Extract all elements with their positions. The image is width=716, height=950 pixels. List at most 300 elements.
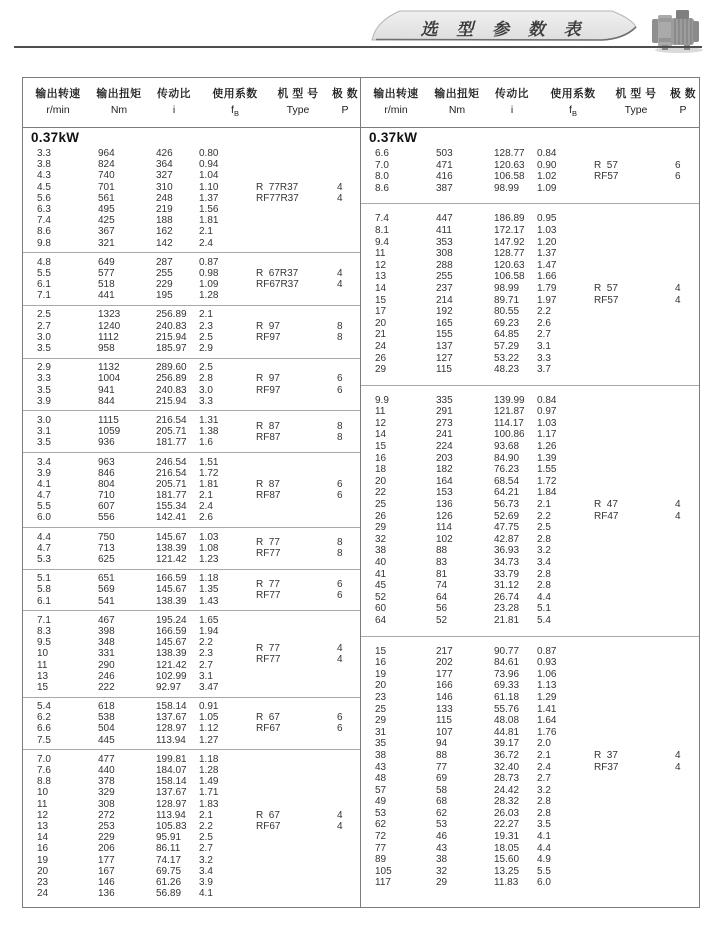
cell-ratio: 98.99 <box>494 182 520 194</box>
table-row <box>23 226 360 237</box>
cell-ratio: 181.77 <box>156 437 187 449</box>
cell-service-factor: 2.2 <box>537 306 551 318</box>
cell-service-factor: 2.4 <box>537 761 551 773</box>
cell-output-torque: 561 <box>98 192 115 204</box>
cell-service-factor: 5.5 <box>537 865 551 877</box>
cell-ratio: 256.89 <box>156 309 187 321</box>
cell-output-torque: 936 <box>98 437 115 449</box>
model-type-labels <box>256 579 356 601</box>
cell-ratio: 215.94 <box>156 331 187 343</box>
cell-pole-count: 6 <box>675 171 681 183</box>
table-row <box>23 754 360 765</box>
cell-output-torque: 1059 <box>98 426 121 438</box>
cell-output-speed: 14 <box>375 429 387 441</box>
ratio-group <box>361 148 699 194</box>
cell-service-factor: 2.1 <box>537 749 551 761</box>
ratio-group <box>23 457 360 524</box>
cell-ratio: 52.69 <box>494 510 520 522</box>
model-type-labels <box>256 479 356 501</box>
cell-pole-count: 8 <box>337 431 343 443</box>
group-separator <box>23 749 360 750</box>
model-type-line <box>256 548 356 559</box>
cell-output-speed: 8.0 <box>375 171 389 183</box>
cell-output-torque: 1240 <box>98 320 121 332</box>
cell-output-speed: 11 <box>375 406 386 418</box>
cell-ratio: 92.97 <box>156 681 182 693</box>
cell-output-torque: 538 <box>98 712 115 724</box>
cell-service-factor: 1.05 <box>199 712 219 724</box>
table-row <box>361 545 699 557</box>
cell-model-type: RF77 <box>256 589 281 601</box>
cell-ratio: 255 <box>156 267 173 279</box>
cell-pole-count: 6 <box>337 578 343 590</box>
cell-service-factor: 4.4 <box>537 591 551 603</box>
cell-model-type: RF87 <box>256 490 281 502</box>
cell-output-torque: 166 <box>436 680 453 692</box>
table-row <box>361 406 699 418</box>
cell-service-factor: 1.43 <box>199 595 219 607</box>
group-separator <box>23 610 360 611</box>
cell-service-factor: 0.90 <box>537 159 557 171</box>
cell-pole-count: 4 <box>337 267 343 279</box>
group-separator <box>23 569 360 570</box>
cell-service-factor: 2.7 <box>199 843 213 855</box>
table-row <box>361 464 699 476</box>
table-row <box>23 159 360 170</box>
cell-output-speed: 6.6 <box>375 148 389 159</box>
table-row <box>361 522 699 534</box>
cell-ratio: 106.58 <box>494 171 525 183</box>
cell-ratio: 121.42 <box>156 554 187 565</box>
cell-output-torque: 288 <box>436 259 453 271</box>
table-row <box>361 615 699 627</box>
cell-output-speed: 117 <box>375 877 391 889</box>
cell-model-type: R 67R37 <box>256 267 299 279</box>
table-row <box>361 785 699 797</box>
cell-model-type: RF77R37 <box>256 192 299 204</box>
ratio-group <box>23 148 360 249</box>
cell-ratio: 113.94 <box>156 809 186 821</box>
table-body-left <box>23 128 360 899</box>
cell-pole-count: 4 <box>337 642 343 654</box>
model-type-labels <box>256 373 356 395</box>
cell-service-factor: 1.72 <box>537 475 557 487</box>
cell-ratio: 137.67 <box>156 787 187 799</box>
cell-output-speed: 8.1 <box>375 224 389 236</box>
cell-output-torque: 222 <box>98 681 115 693</box>
cell-output-speed: 12 <box>375 259 387 271</box>
cell-ratio: 19.31 <box>494 831 520 843</box>
col-unit-poles: P <box>341 104 349 117</box>
cell-ratio: 240.83 <box>156 384 187 396</box>
cell-output-speed: 20 <box>375 317 387 329</box>
cell-service-factor: 2.0 <box>537 738 551 750</box>
cell-output-speed: 4.7 <box>37 542 51 554</box>
cell-output-torque: 321 <box>98 237 115 249</box>
table-row <box>361 395 699 407</box>
model-type-line <box>594 160 694 172</box>
cell-output-speed: 3.1 <box>37 426 51 438</box>
table-row <box>361 329 699 341</box>
table-header-right <box>361 78 699 128</box>
cell-output-speed: 8.8 <box>37 776 51 788</box>
cell-output-speed: 22 <box>375 487 387 499</box>
cell-service-factor: 2.4 <box>199 501 213 513</box>
cell-ratio: 84.90 <box>494 452 520 464</box>
cell-output-torque: 1004 <box>98 373 121 385</box>
cell-ratio: 105.83 <box>156 820 187 832</box>
cell-output-torque: 224 <box>436 441 453 453</box>
table-row <box>361 866 699 878</box>
cell-output-torque: 291 <box>436 406 453 418</box>
cell-output-torque: 846 <box>98 467 115 479</box>
cell-output-speed: 11 <box>37 659 48 671</box>
cell-pole-count: 6 <box>337 373 343 385</box>
table-row <box>23 257 360 268</box>
table-row <box>23 671 360 682</box>
cell-service-factor: 0.95 <box>537 213 557 225</box>
cell-service-factor: 2.8 <box>537 807 551 819</box>
cell-ratio: 24.42 <box>494 784 520 796</box>
cell-output-speed: 20 <box>37 865 49 877</box>
table-row <box>361 819 699 831</box>
cell-output-speed: 19 <box>375 668 387 680</box>
cell-ratio: 166.59 <box>156 573 187 585</box>
cell-output-speed: 15 <box>375 441 387 453</box>
cell-output-speed: 5.1 <box>37 573 51 585</box>
cell-model-type: R 67 <box>256 712 280 724</box>
cell-pole-count: 4 <box>675 510 681 522</box>
model-type-line <box>256 182 356 193</box>
table-row <box>361 704 699 716</box>
cell-model-type: RF67 <box>256 723 281 735</box>
header-divider-rule <box>14 46 702 48</box>
model-type-line <box>256 332 356 343</box>
cell-output-torque: 64 <box>436 591 448 603</box>
model-type-line <box>594 762 694 774</box>
cell-service-factor: 2.1 <box>537 499 551 511</box>
cell-pole-count: 4 <box>675 294 681 306</box>
cell-output-speed: 3.0 <box>37 331 51 343</box>
cell-service-factor: 0.84 <box>537 394 557 406</box>
cell-output-speed: 60 <box>375 603 387 615</box>
cell-output-torque: 38 <box>436 854 448 866</box>
cell-output-speed: 4.5 <box>37 181 51 193</box>
cell-ratio: 76.23 <box>494 464 520 476</box>
cell-output-speed: 2.7 <box>37 320 51 332</box>
cell-output-speed: 4.7 <box>37 490 51 502</box>
table-row <box>361 738 699 750</box>
cell-output-torque: 447 <box>436 213 453 225</box>
cell-ratio: 181.77 <box>156 490 187 502</box>
model-type-line <box>256 643 356 654</box>
cell-pole-count: 8 <box>337 420 343 432</box>
cell-output-torque: 115 <box>436 364 452 376</box>
col-unit-poles: P <box>679 104 687 117</box>
cell-service-factor: 0.80 <box>199 148 219 159</box>
cell-model-type: R 77 <box>256 537 280 549</box>
cell-ratio: 120.63 <box>494 159 525 171</box>
table-row <box>23 204 360 215</box>
cell-output-torque: 378 <box>98 776 115 788</box>
cell-output-speed: 38 <box>375 749 387 761</box>
cell-service-factor: 3.4 <box>537 557 551 568</box>
cell-ratio: 145.67 <box>156 637 187 649</box>
cell-service-factor: 2.8 <box>537 533 551 545</box>
table-row <box>23 776 360 787</box>
table-row <box>23 148 360 159</box>
cell-output-speed: 32 <box>375 533 387 545</box>
cell-output-speed: 24 <box>375 340 387 352</box>
table-row <box>361 453 699 465</box>
cell-ratio: 44.81 <box>494 726 520 738</box>
cell-output-torque: 649 <box>98 256 115 268</box>
cell-output-speed: 4.1 <box>37 478 51 490</box>
table-row <box>23 215 360 226</box>
cell-ratio: 93.68 <box>494 441 520 453</box>
cell-output-speed: 18 <box>375 464 387 476</box>
cell-output-torque: 29 <box>436 877 448 889</box>
cell-output-torque: 146 <box>436 691 453 703</box>
cell-output-torque: 94 <box>436 738 448 750</box>
table-row <box>361 213 699 225</box>
cell-ratio: 147.92 <box>494 236 525 248</box>
col-unit-ratio: i <box>172 104 176 117</box>
table-row <box>23 512 360 523</box>
cell-ratio: 205.71 <box>156 478 187 490</box>
model-type-line <box>256 810 356 821</box>
table-row <box>23 682 360 693</box>
cell-output-speed: 105 <box>375 865 392 877</box>
cell-service-factor: 1.35 <box>199 584 219 596</box>
cell-output-torque: 115 <box>436 715 452 727</box>
cell-output-torque: 88 <box>436 749 448 761</box>
cell-model-type: R 77R37 <box>256 181 299 193</box>
model-type-labels <box>594 283 694 306</box>
cell-output-torque: 136 <box>436 499 453 511</box>
cell-output-torque: 214 <box>436 294 453 306</box>
cell-output-speed: 7.4 <box>375 213 389 225</box>
cell-output-speed: 48 <box>375 773 387 785</box>
cell-output-speed: 5.6 <box>37 192 51 204</box>
cell-pole-count: 4 <box>337 809 343 821</box>
cell-output-speed: 7.4 <box>37 215 51 227</box>
cell-output-torque: 167 <box>98 865 115 877</box>
cell-output-speed: 23 <box>37 876 49 888</box>
cell-model-type: RF37 <box>594 761 619 773</box>
table-row <box>23 626 360 637</box>
ratio-group <box>23 615 360 693</box>
group-separator <box>361 203 699 204</box>
table-row <box>23 765 360 776</box>
cell-output-speed: 13 <box>375 271 387 283</box>
cell-output-torque: 701 <box>98 181 115 193</box>
cell-output-speed: 3.5 <box>37 384 51 396</box>
cell-ratio: 142.41 <box>156 512 187 524</box>
cell-output-torque: 625 <box>98 554 115 565</box>
cell-service-factor: 1.12 <box>199 723 219 735</box>
cell-output-speed: 64 <box>375 614 387 626</box>
col-unit-torque: Nm <box>448 104 466 117</box>
cell-service-factor: 5.4 <box>537 614 551 626</box>
col-unit-model: Type <box>624 104 648 117</box>
cell-ratio: 138.39 <box>156 595 187 607</box>
group-separator <box>23 527 360 528</box>
table-row <box>23 362 360 373</box>
table-row <box>361 487 699 499</box>
col-unit-model: Type <box>286 104 310 117</box>
table-row <box>361 271 699 283</box>
cell-ratio: 185.97 <box>156 343 187 354</box>
cell-service-factor: 0.93 <box>537 657 557 669</box>
cell-output-torque: 164 <box>436 475 453 487</box>
col-unit-service-factor: $f_B$ <box>569 104 577 119</box>
cell-output-speed: 9.9 <box>375 394 389 406</box>
cell-output-speed: 53 <box>375 807 387 819</box>
cell-output-speed: 29 <box>375 715 387 727</box>
table-row <box>23 238 360 249</box>
cell-ratio: 216.54 <box>156 467 187 479</box>
cell-ratio: 34.73 <box>494 557 520 568</box>
cell-output-torque: 255 <box>436 271 453 283</box>
cell-output-torque: 518 <box>98 279 115 291</box>
table-row <box>361 248 699 260</box>
cell-service-factor: 1.29 <box>537 691 557 703</box>
cell-pole-count: 4 <box>337 181 343 193</box>
cell-output-speed: 3.9 <box>37 395 51 407</box>
cell-ratio: 90.77 <box>494 645 520 657</box>
cell-output-speed: 11 <box>37 798 48 810</box>
cell-service-factor: 1.97 <box>537 294 557 306</box>
cell-service-factor: 2.9 <box>199 343 213 354</box>
cell-service-factor: 1.06 <box>537 668 557 680</box>
model-type-labels <box>594 160 694 183</box>
cell-ratio: 114.17 <box>494 417 524 429</box>
table-row <box>361 657 699 669</box>
col-header-service-factor: 使用系数 <box>550 88 596 101</box>
col-header-poles: 极 数 <box>331 88 359 101</box>
cell-output-speed: 10 <box>37 648 49 660</box>
group-separator <box>23 358 360 359</box>
cell-ratio: 246.54 <box>156 456 187 468</box>
cell-output-torque: 136 <box>98 888 115 900</box>
cell-ratio: 128.77 <box>494 148 525 159</box>
table-row <box>23 877 360 888</box>
cell-output-speed: 11 <box>375 248 386 260</box>
cell-model-type: RF97 <box>256 384 281 396</box>
cell-output-torque: 77 <box>436 761 448 773</box>
cell-service-factor: 2.1 <box>199 809 213 821</box>
cell-service-factor: 1.55 <box>537 464 557 476</box>
cell-output-speed: 7.1 <box>37 614 51 626</box>
table-row <box>23 501 360 512</box>
power-rating-label: 0.37kW <box>31 130 80 145</box>
table-row <box>361 364 699 376</box>
cell-model-type: R 97 <box>256 373 280 385</box>
cell-ratio: 426 <box>156 148 173 159</box>
cell-ratio: 158.14 <box>156 701 187 713</box>
cell-output-torque: 824 <box>98 159 115 171</box>
cell-ratio: 138.39 <box>156 542 187 554</box>
cell-output-speed: 38 <box>375 545 387 557</box>
cell-service-factor: 1.56 <box>199 203 219 215</box>
cell-service-factor: 1.02 <box>537 171 557 183</box>
table-row <box>23 309 360 320</box>
ratio-group <box>23 257 360 302</box>
cell-output-speed: 5.8 <box>37 584 51 596</box>
table-row <box>361 441 699 453</box>
cell-output-speed: 3.0 <box>37 414 51 426</box>
cell-service-factor: 1.27 <box>199 734 219 746</box>
cell-service-factor: 2.8 <box>537 568 551 580</box>
group-separator <box>23 697 360 698</box>
cell-output-speed: 16 <box>375 452 387 464</box>
col-unit-speed: r/min <box>46 104 70 117</box>
cell-service-factor: 1.03 <box>537 224 557 236</box>
model-type-labels <box>256 643 356 665</box>
cell-output-torque: 273 <box>436 417 453 429</box>
cell-ratio: 55.76 <box>494 703 520 715</box>
cell-service-factor: 3.4 <box>199 865 213 877</box>
cell-output-torque: 32 <box>436 865 448 877</box>
table-row <box>361 225 699 237</box>
cell-output-speed: 20 <box>375 680 387 692</box>
cell-service-factor: 1.37 <box>199 192 219 204</box>
cell-model-type: RF67R37 <box>256 279 299 291</box>
table-row <box>361 877 699 889</box>
table-row <box>23 866 360 877</box>
cell-output-torque: 1115 <box>98 414 119 426</box>
cell-pole-count: 6 <box>337 723 343 735</box>
cell-output-torque: 607 <box>98 501 115 513</box>
table-body-right <box>361 128 699 889</box>
cell-output-torque: 335 <box>436 394 453 406</box>
cell-ratio: 364 <box>156 159 173 171</box>
cell-output-speed: 7.6 <box>37 765 51 776</box>
cell-output-speed: 40 <box>375 557 387 568</box>
cell-output-torque: 1323 <box>98 309 121 321</box>
cell-model-type: R 87 <box>256 478 280 490</box>
cell-ratio: 215.94 <box>156 395 187 407</box>
cell-ratio: 289.60 <box>156 362 187 374</box>
table-row <box>361 831 699 843</box>
table-row <box>23 843 360 854</box>
table-row <box>361 727 699 739</box>
cell-output-torque: 165 <box>436 317 453 329</box>
cell-output-speed: 2.5 <box>37 309 51 321</box>
cell-ratio: 121.42 <box>156 659 187 671</box>
cell-ratio: 248 <box>156 192 173 204</box>
cell-ratio: 142 <box>156 237 173 249</box>
cell-ratio: 69.75 <box>156 865 182 877</box>
col-header-model: 机 型 号 <box>615 88 657 101</box>
cell-ratio: 80.55 <box>494 306 520 318</box>
cell-ratio: 15.60 <box>494 854 520 866</box>
cell-output-speed: 13 <box>37 670 49 682</box>
cell-output-speed: 25 <box>375 703 387 715</box>
cell-output-speed: 23 <box>375 691 387 703</box>
col-unit-speed: r/min <box>384 104 408 117</box>
table-row <box>361 808 699 820</box>
col-header-speed: 输出转速 <box>35 88 81 101</box>
cell-ratio: 139.99 <box>494 394 525 406</box>
cell-service-factor: 1.31 <box>199 414 219 426</box>
cell-ratio: 73.96 <box>494 668 520 680</box>
cell-output-speed: 52 <box>375 591 387 603</box>
cell-output-speed: 17 <box>375 306 387 318</box>
cell-service-factor: 1.39 <box>537 452 557 464</box>
model-type-labels <box>256 810 356 832</box>
